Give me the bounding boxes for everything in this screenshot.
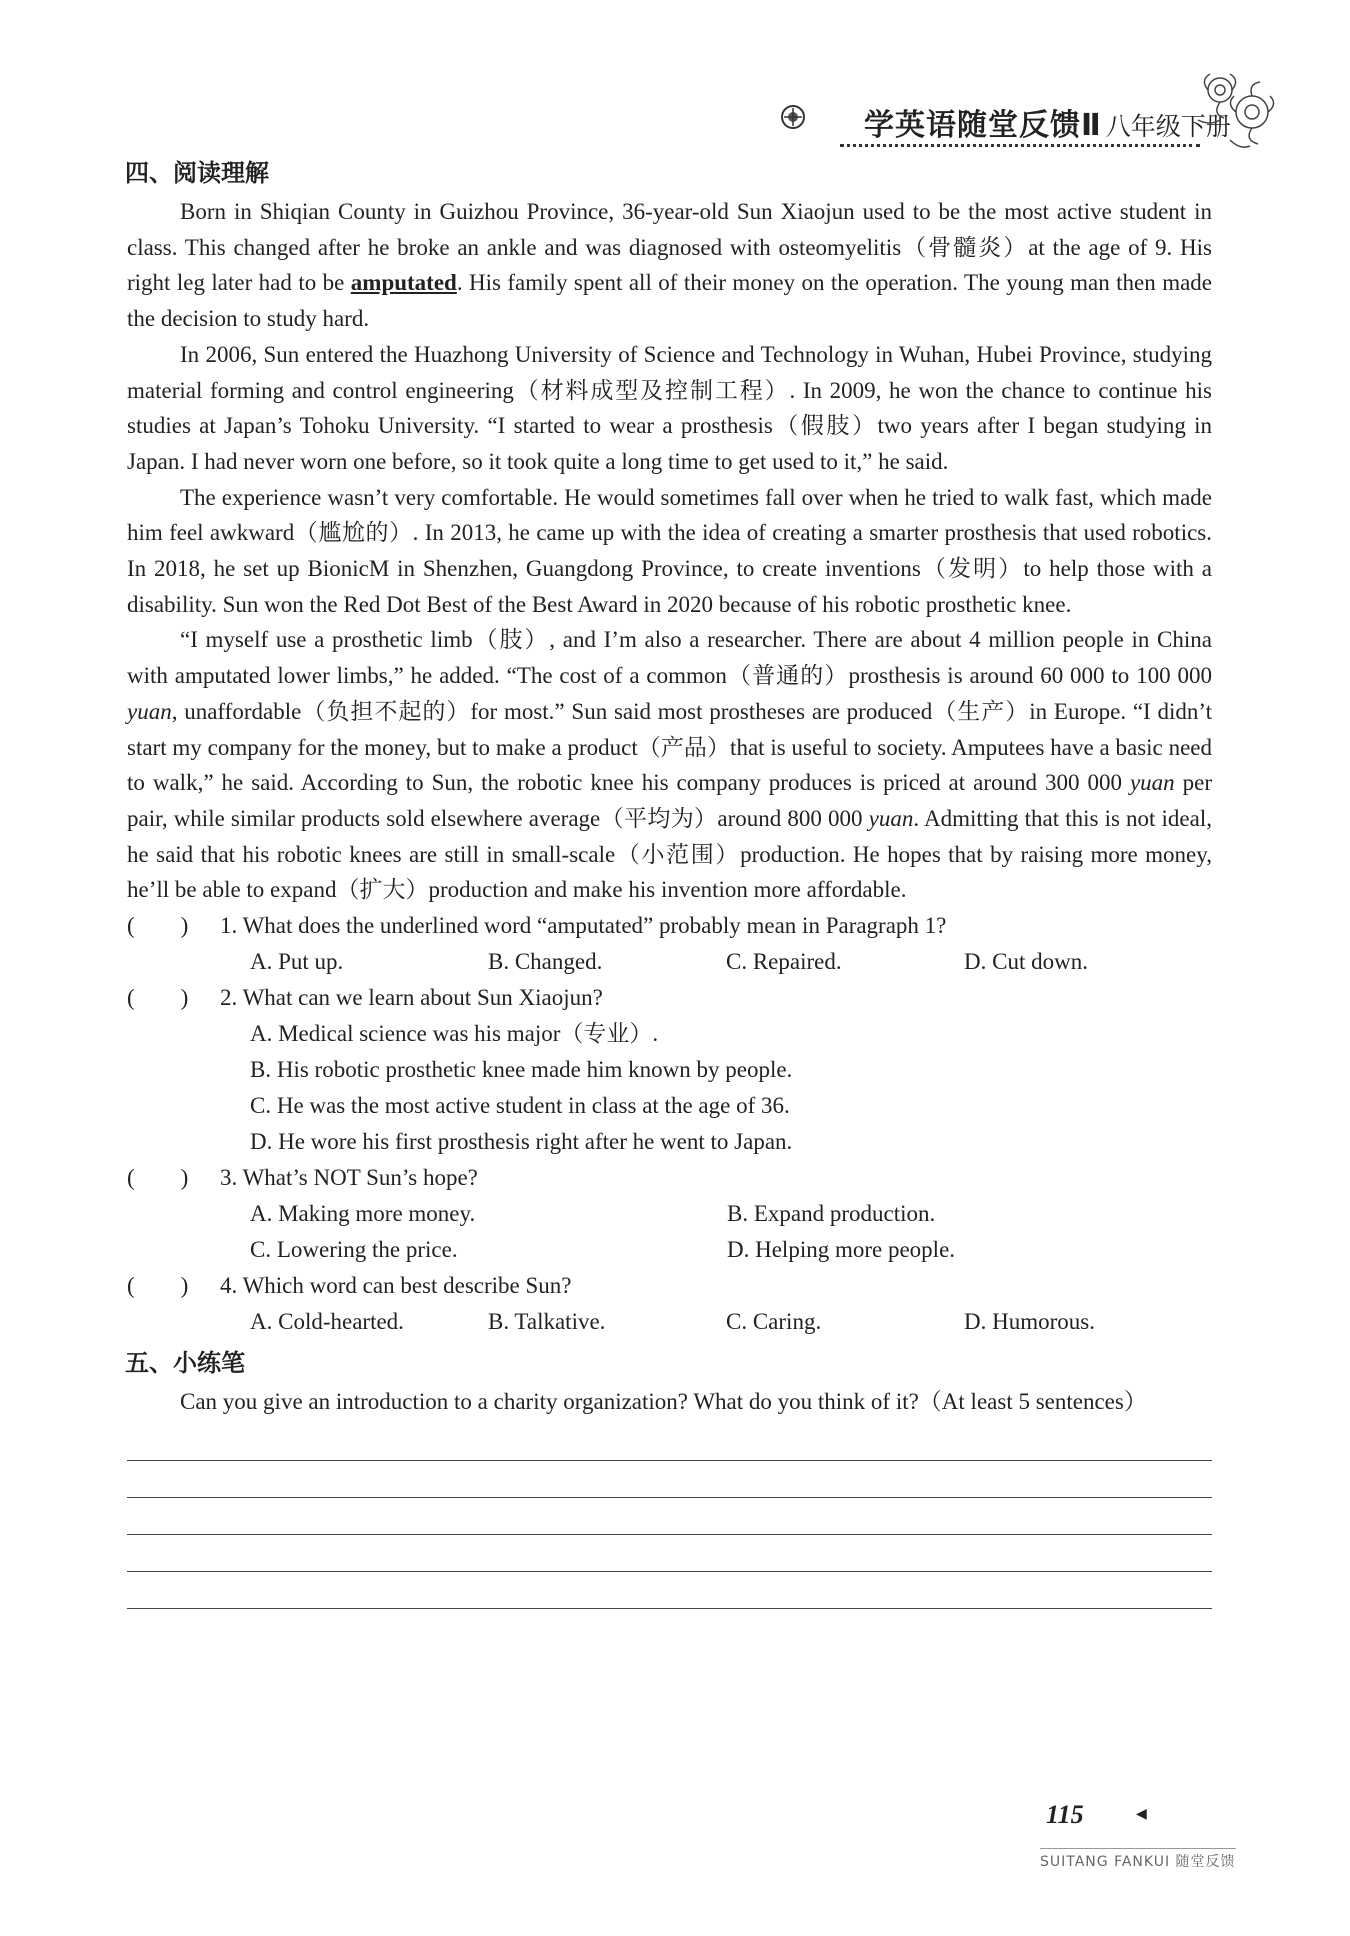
paragraph-1: Born in Shiqian County in Guizhou Province, 36-year-old Sun Xiaojun used to be the most active student in class. This changed after he broke an ankle and was diagnosed with osteomyelitis（骨髓炎）at the age of 9. His right leg later had to be amputated. His family spent all of their money on the operation. The young man then made the decision to study hard.	[127, 199, 1213, 332]
arrow-left-icon: ◀	[1136, 1806, 1147, 1822]
writing-line[interactable]	[127, 1461, 1212, 1498]
question-3-options-row-1	[250, 1196, 1212, 1232]
option: D. Helping more people.	[727, 1237, 956, 1263]
writing-line[interactable]	[127, 1572, 1212, 1609]
question-1: ( ) 1. What does the underlined word “amputated” probably mean in Paragraph 1?	[127, 908, 1212, 944]
writing-line[interactable]	[127, 1535, 1212, 1572]
question-4-options	[250, 1304, 1212, 1340]
option: A. Cold-hearted.	[250, 1309, 404, 1335]
header-title: 学英语随堂反馈Ⅱ 八年级下册	[864, 108, 1231, 143]
page-content	[127, 150, 1212, 1609]
answer-blank[interactable]: ( )	[127, 1165, 189, 1191]
paragraph-2: In 2006, Sun entered the Huazhong University of Science and Technology in Wuhan, Hubei Province, studying material forming and control engineering（材料成型及控制工程）. In 2009, he won the chance to continue his studies at Japan’s Tohoku University. “I started to wear a prosthesis（假肢）two years after I began studying in Japan. I had never worn one before, so it took quite a long time to get used to it,” he said.	[127, 341, 1212, 474]
paragraph-3: The experience wasn’t very comfortable. He would sometimes fall over when he tried to walk fast, which made him feel awkward（尴尬的）. In 2013, he came up with the idea of creating a smarter prosthesis that used robotics. In 2018, he set up BionicM in Shenzhen, Guangdong Province, to create inventions（发明）to help those with a disability. Sun won the Red Dot Best of the Best Award in 2020 because of his robotic prosthetic knee.	[127, 484, 1212, 617]
option: A. Making more money.	[250, 1201, 476, 1227]
option: D. Cut down.	[964, 949, 1088, 975]
option: C. Repaired.	[726, 949, 842, 975]
page-number: 115	[1046, 1800, 1084, 1829]
option: A. Put up.	[250, 949, 344, 975]
question-4: ( ) 4. Which word can best describe Sun?	[127, 1268, 1212, 1304]
underlined-word: amputated	[350, 270, 457, 296]
book-emblem-icon	[780, 104, 806, 130]
writing-prompt: Can you give an introduction to a charity organization? What do you think of it?（At least 5 sentences）	[180, 1389, 1147, 1415]
option: D. Humorous.	[964, 1309, 1095, 1335]
option: B. Expand production.	[727, 1201, 936, 1227]
answer-blank[interactable]: ( )	[127, 913, 189, 939]
option: C. He was the most active student in class at the age of 36.	[250, 1093, 790, 1119]
header-dotted-rule	[840, 144, 1200, 147]
question-2: ( ) 2. What can we learn about Sun Xiaojun?	[127, 980, 1212, 1016]
answer-blank[interactable]: ( )	[127, 985, 189, 1011]
footer-brand: SUITANG FANKUI 随堂反馈	[1040, 1848, 1236, 1871]
option: C. Lowering the price.	[250, 1237, 458, 1263]
writing-line[interactable]	[127, 1498, 1212, 1535]
paragraph-4: “I myself use a prosthetic limb（肢）, and I’m also a researcher. There are about 4 million people in China with amputated lower limbs,” he added. “The cost of a common（普通的）prosthesis is around 60 000 to 100 000 yuan, unaffordable（负担不起的）for most.” Sun said most prostheses are produced（生产）in Europe. “I didn’t start my company for the money, but to make a product（产品）that is useful to society. Amputees have a basic need to walk,” he said. According to Sun, the robotic knee his company produces is priced at around 300 000 yuan per pair, while similar products sold elsewhere average（平均为）around 800 000 yuan. Admitting that this is not ideal, he said that his robotic knees are still in small-scale（小范围）production. He hopes that by raising more money, he’ll be able to expand（扩大）production and make his invention more affordable.	[127, 627, 1212, 903]
question-3: ( ) 3. What’s NOT Sun’s hope?	[127, 1160, 1212, 1196]
flower-decoration-icon	[1190, 60, 1280, 160]
question-3-options-row-2	[250, 1232, 1212, 1268]
page-footer	[1040, 1800, 1270, 1900]
option: D. He wore his first prosthesis right after he went to Japan.	[250, 1129, 793, 1155]
option: A. Medical science was his major（专业）.	[250, 1021, 659, 1047]
answer-blank[interactable]: ( )	[127, 1273, 189, 1299]
section-heading-writing: 五、小练笔	[125, 1349, 245, 1378]
page-header	[780, 98, 1250, 158]
writing-line[interactable]	[127, 1424, 1212, 1461]
header-grade: 八年级下册	[1105, 112, 1231, 141]
section-heading-reading: 四、阅读理解	[125, 159, 269, 187]
question-1-options	[250, 944, 1212, 980]
option: B. Changed.	[488, 949, 603, 975]
option: C. Caring.	[726, 1309, 822, 1335]
option: B. His robotic prosthetic knee made him known by people.	[250, 1057, 793, 1083]
option: B. Talkative.	[488, 1309, 606, 1335]
